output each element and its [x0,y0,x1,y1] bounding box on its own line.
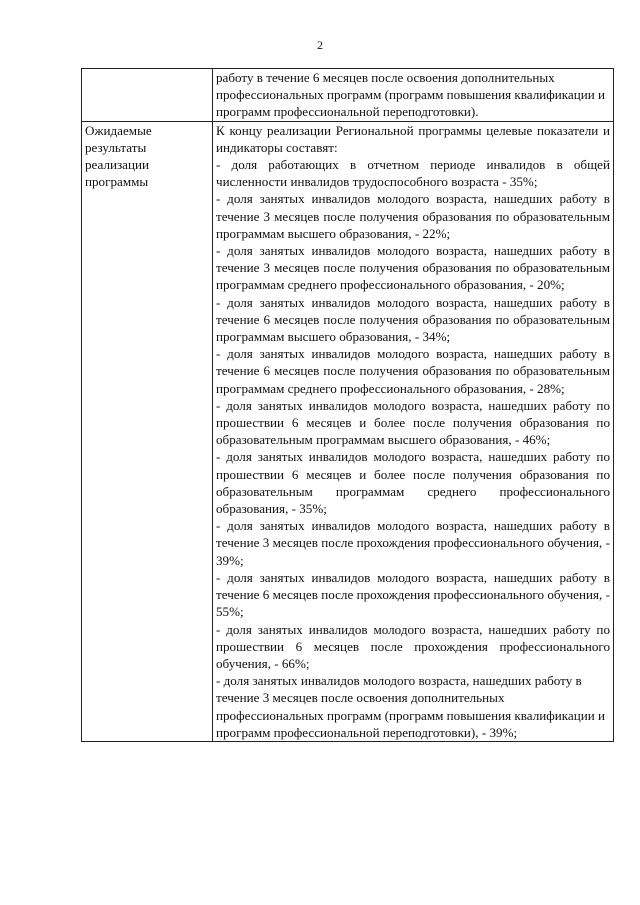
indicator-item: - доля работающих в отчетном периоде инвалидов в общей численности инвалидов трудоспособного возраста - 35%; [216,157,610,190]
indicator-item: - доля занятых инвалидов молодого возраста, нашедших работу в течение 3 месяцев после получения образования по образовательным программам среднего профессионального образования, - 20%; [216,243,610,293]
indicator-item: - доля занятых инвалидов молодого возраста, нашедших работу в течение 3 месяцев после освоения дополнительных профессиональных программ (программ повышения квалификации и программ профессиональной переподготовки), - 39%; [216,673,606,740]
indicator-item: - доля занятых инвалидов молодого возраста, нашедших работу по прошествии 6 месяцев и более после получения образования по образовательным программам высшего образования, - 46%; [216,397,610,448]
paragraph-intro: К концу реализации Региональной программы целевые показатели и индикаторы составят: [216,122,610,155]
table-row [82,69,614,122]
indicator-item: - доля занятых инвалидов молодого возраста, нашедших работу в течение 6 месяцев после прохождения профессионального обучения, - 55%; [216,569,610,620]
indicator-item: - доля занятых инвалидов молодого возраста, нашедших работу по прошествии 6 месяцев после прохождения профессионального обучения, - 66%; [216,621,610,671]
row-label-expected-results: Ожидаемые результаты реализации программы [82,121,213,741]
indicator-item: - доля занятых инвалидов молодого возраста, нашедших работу в течение 6 месяцев после получения образования по образовательным программам среднего профессионального образования, - 28%; [216,346,610,396]
indicator-item: - доля занятых инвалидов молодого возраста, нашедших работу в течение 3 месяцев после прохождения профессионального обучения, - 39%; [216,518,610,568]
paragraph: работу в течение 6 месяцев после освоения дополнительных профессиональных программ (программ повышения квалификации и программ профессиональной переподготовки). [216,70,606,120]
indicator-item: - доля занятых инвалидов молодого возраста, нашедших работу в течение 3 месяцев после получения образования по образовательным программам высшего образования, - 22%; [216,191,610,241]
row-label [82,69,213,122]
indicator-item: - доля занятых инвалидов молодого возраста, нашедших работу в течение 6 месяцев после получения образования по образовательным программам высшего образования, - 34%; [216,294,610,345]
page-number: 2 [317,38,323,52]
program-passport-table [81,68,614,742]
row-content [213,69,614,122]
row-content-expected-results [213,121,614,741]
table-row [82,121,614,741]
indicator-item: - доля занятых инвалидов молодого возраста, нашедших работу по прошествии 6 месяцев и более после получения образования по образовательным программам среднего профессионального образования, - 35%; [216,449,610,517]
